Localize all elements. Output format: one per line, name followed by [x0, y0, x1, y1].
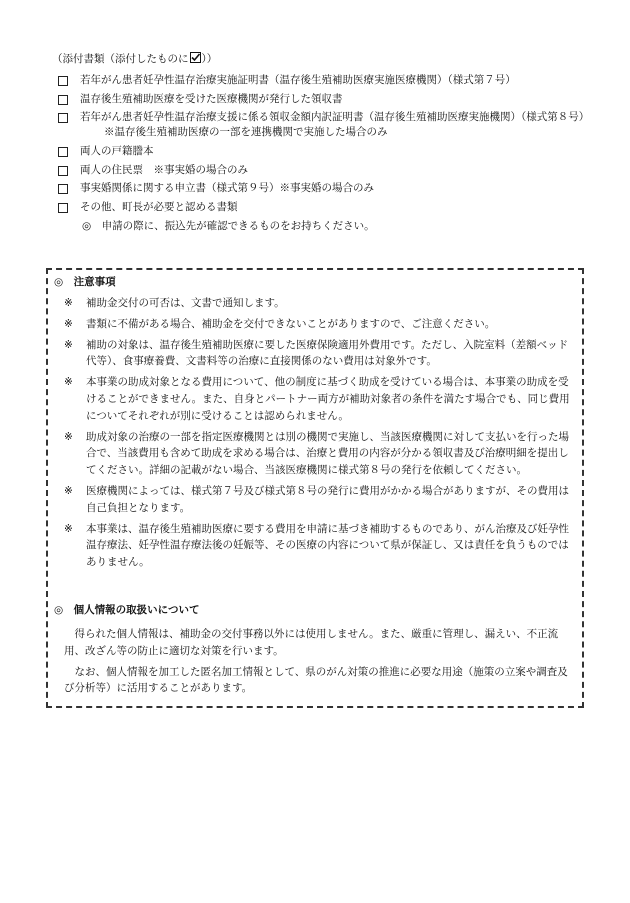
caution-item	[64, 483, 574, 517]
checkbox[interactable]	[58, 203, 68, 213]
privacy-paragraph: 得られた個人情報は、補助金の交付事務以外には使用しません。また、厳重に管理し、漏えい、不正流用、改ざん等の防止に適切な対策を行います。	[64, 628, 559, 657]
caution-item	[64, 429, 574, 479]
caution-mark: ※	[64, 338, 73, 351]
privacy-paragraph: なお、個人情報を加工した匿名加工情報として、県のがん対策の推進に必要な用途（施策の立案や調査及び分析等）に活用することがあります。	[64, 665, 568, 695]
checkbox[interactable]	[58, 113, 68, 123]
caution-text: 補助の対象は、温存後生殖補助医療に要した医療保険適用外費用です。ただし、入院室料（差額ベッド代等）、食事療養費、文書料等の治療に直接関係のない費用は対象外です。	[86, 338, 569, 368]
caution-item	[64, 316, 574, 333]
caution-mark: ※	[64, 297, 73, 309]
attachment-item	[56, 164, 586, 177]
caution-list	[64, 295, 574, 575]
checkbox[interactable]	[58, 184, 68, 194]
bank-account-note: ◎ 申請の際に、振込先が確認できるものをお持ちください。	[82, 219, 375, 232]
attachment-item	[56, 111, 590, 139]
caution-mark: ※	[64, 484, 73, 497]
caution-mark: ※	[64, 522, 73, 535]
caution-item	[64, 374, 574, 424]
checkbox[interactable]	[58, 76, 68, 86]
attachment-label: 事実婚関係に関する申立書（様式第９号）※事実婚の場合のみ	[80, 182, 374, 195]
caution-mark: ※	[64, 317, 73, 330]
caution-text: 書類に不備がある場合、補助金を交付できないことがありますので、ご注意ください。	[86, 317, 496, 330]
checkbox[interactable]	[58, 95, 68, 105]
attachment-label: 温存後生殖補助医療を受けた医療機関が発行した領収書	[80, 92, 343, 105]
caution-item	[64, 521, 574, 571]
privacy-heading: ◎ 個人情報の取扱いについて	[54, 604, 200, 616]
attachments-header-prefix: （添付書類（添付したものに	[52, 53, 189, 65]
attachments-header-suffix: ））	[201, 53, 218, 65]
caution-item	[64, 295, 574, 312]
attachment-label: 若年がん患者妊孕性温存治療支援に係る領収金額内訳証明書（温存後生殖補助医療実施機関）（様式第８号）	[80, 111, 590, 124]
attachment-item	[56, 145, 586, 158]
checkbox[interactable]	[58, 166, 68, 176]
attachment-label: 両人の戸籍謄本	[80, 145, 154, 157]
attachment-item	[56, 74, 586, 87]
attachment-label: その他、町長が必要と認める書類	[80, 200, 238, 213]
attachment-item	[56, 93, 586, 106]
attachment-label: 若年がん患者妊孕性温存治療実施証明書（温存後生殖補助医療実施医療機関）（様式第７号）	[80, 74, 516, 86]
caution-heading: ◎ 注意事項	[54, 276, 116, 288]
checkbox[interactable]	[58, 147, 68, 157]
caution-text: 補助金交付の可否は、文書で通知します。	[86, 297, 285, 309]
attachment-item	[56, 201, 586, 214]
caution-text: 助成対象の治療の一部を指定医療機関とは別の機関で実施し、当該医療機関に対して支払いを行った場合で、当該費用も含めて助成を求める場合は、治療と費用の内容が分かる領収書及び治療明細を提出してください。詳細の記載がない場合、当該医療機関に様式第８号の発行を依頼してください。	[86, 430, 569, 477]
caution-mark: ※	[64, 430, 73, 443]
notice-box	[46, 268, 584, 708]
attachment-label: 両人の住民票 ※事実婚の場合のみ	[80, 163, 248, 176]
caution-text: 本事業は、温存後生殖補助医療に要する費用を申請に基づき補助するものであり、がん治療及び妊孕性温存療法、妊孕性温存療法後の妊娠等、その医療の内容について県が保証し、又は責任を負うものではありません。	[86, 522, 569, 569]
caution-item	[64, 337, 574, 371]
caution-text: 医療機関によっては、様式第７号及び様式第８号の発行に費用がかかる場合がありますが、その費用は自己負担となります。	[86, 484, 569, 514]
attachments-header	[52, 52, 217, 66]
caution-mark: ※	[64, 376, 73, 389]
attachment-note: ※温存後生殖補助医療の一部を連携機関で実施した場合のみ	[104, 126, 388, 139]
caution-text: 本事業の助成対象となる費用について、他の制度に基づく助成を受けている場合は、本事業の助成を受けることができません。また、自身とパートナー両方が補助対象者の条件を満たす場合でも、同じ費用についてそれぞれが別に受けることは認められません。	[86, 376, 570, 422]
privacy-body	[64, 626, 576, 701]
checked-box-icon	[190, 52, 201, 63]
attachment-list	[56, 74, 590, 233]
attachment-item	[56, 182, 586, 195]
